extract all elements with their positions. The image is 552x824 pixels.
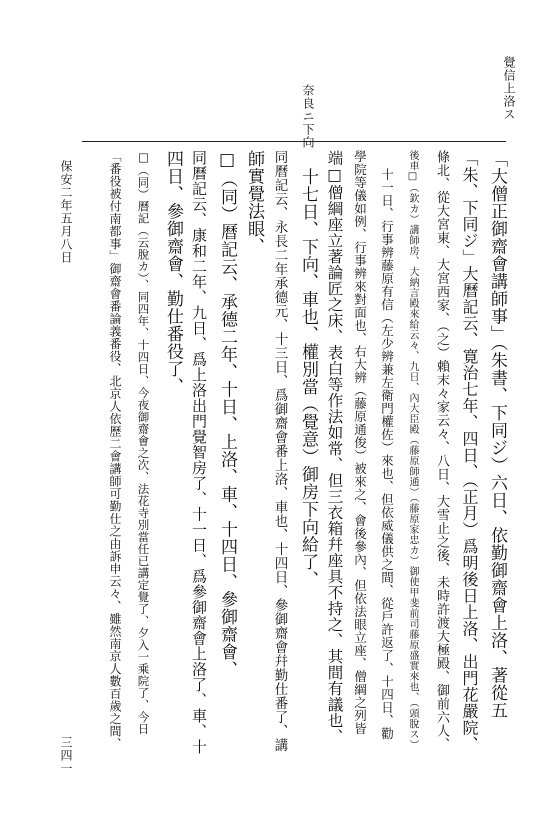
running-title-mid: 奈良ニ下向 [301,84,315,149]
text-column-11: □（同）曆記云、承德二年、十日、上洛、車、十四日、參御齋會、 [217,150,237,678]
text-column-1: 「大僧正御齋會講師事」（朱書、下同ジ）六日、依勤御齋會上洛、著從五 [487,150,507,719]
text-column-2: 「朱、下同ジ」大曆記云、寛治七年、四日、（正月）爲明後日上洛、出門花嚴院、 [460,150,479,753]
text-column-13: 四日、參御齋會、勤仕番役了、 [163,150,183,395]
text-column-10: 師實覺法眼、 [244,150,264,255]
running-title-right: 覺信上洛ス [502,56,516,121]
text-column-6: 學院等儀如例、行事辨來對面也、右大辨（藤原通俊）被來之、會後參內、但依法眼立座、僧綱之列皆 [352,150,368,735]
text-column-4: 後車□（欽カ）講師房、大納言殿來給云々、九日、內大臣殿（藤原師通）（藤原家忠カ）御使甲斐前司藤原盛實來也、（頭脫ス） [407,150,418,750]
page-number: 三四一 [59,736,73,775]
header-rule [82,141,506,142]
date-footer: 保安二年五月八日 [59,160,73,264]
text-column-8: 十七日、下向、車也、權別當（覺意）御房下向給了、 [298,168,318,588]
text-column-9: 同曆記云、永長二年承德元、十三日、爲御齋會番上洛、車也、十四日、參御齋會幷勤仕番了、講 [271,150,288,752]
text-column-12: 同曆記云、康和二年、九日、爲上洛出門覺智房了、十一日、爲參御齋會上洛了、車、十 [190,150,208,755]
text-column-5: 十一日、行事辨藤原有信（左少辨兼左衛門權佐）來也、但依威儀供之間、從戶許返了、十四日、勸 [379,168,395,740]
text-column-7: 端□僧綱座立著論匠之床、表白等作法如常、但三衣箱幷座具不持之、其間有議也、 [325,150,344,745]
text-column-14: □（同）曆記（云脫カ）、同四年、十四日、今夜御齋會之次、法花寺別當任已講定覺了、夕入一乘院了、今日 [136,150,151,735]
text-column-15: 「番役被付南都事」御齋會番論義番役、北京人依歷二會講師可勤仕之由訴申云々、雖然南京人數百歲之間、 [108,150,122,750]
text-column-3: 條北、從大宮東、大宮西家、（之）賴末々家云々、八日、大雪止之後、未時許渡大極殿、御前六人、 [434,150,449,751]
